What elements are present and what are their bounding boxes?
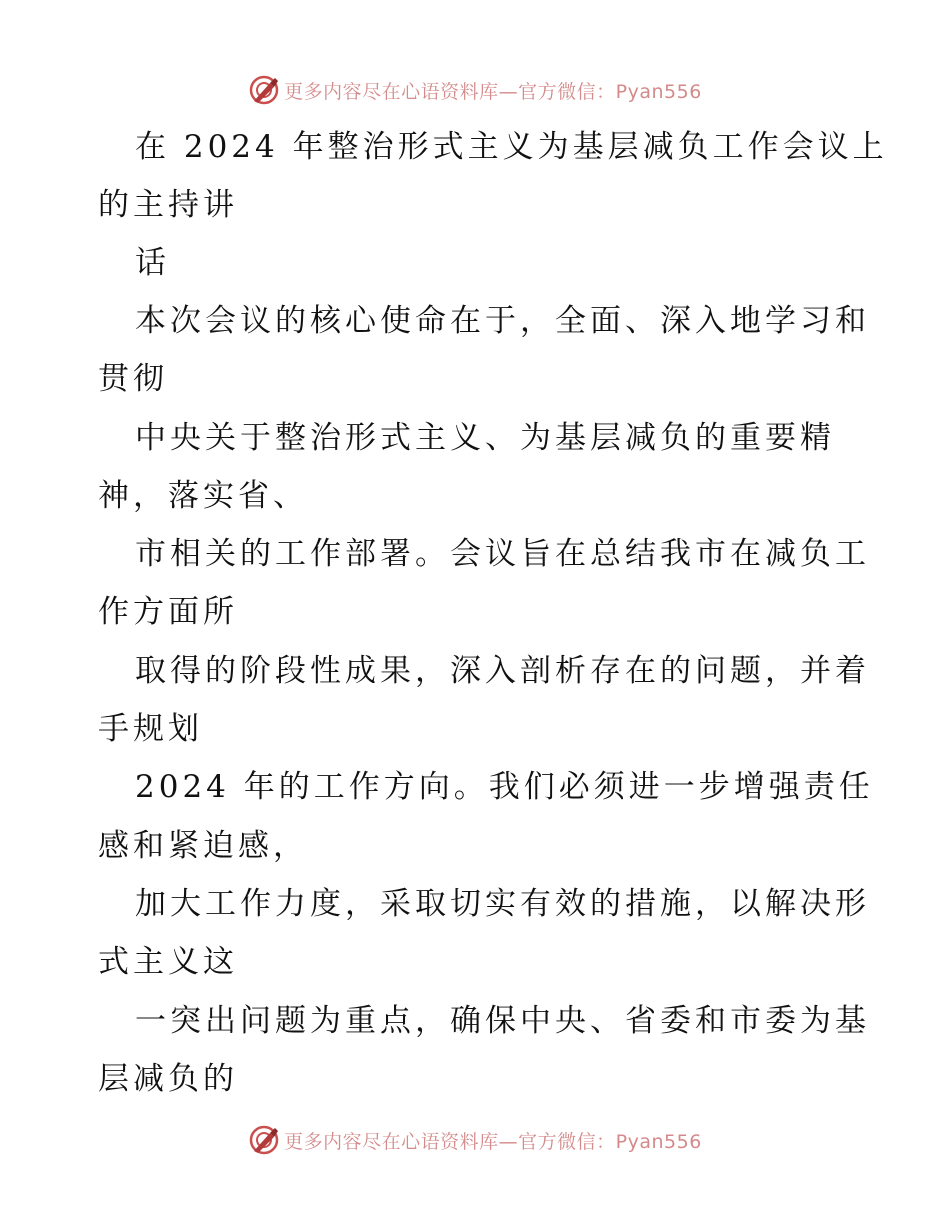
title-line-3: 话 xyxy=(135,245,170,281)
paragraph-line: 中央关于整治形式主义、为基层减负的重要精 xyxy=(135,420,835,456)
paragraph-line: 取得的阶段性成果，深入剖析存在的问题，并着 xyxy=(135,653,870,689)
paragraph-line: 本次会议的核心使命在于，全面、深入地学习和 xyxy=(135,303,870,339)
paragraph-line: 感和紧迫感， xyxy=(98,828,308,864)
paragraph-line: 加大工作力度，采取切实有效的措施，以解决形 xyxy=(135,886,870,922)
paragraph-line: 手规划 xyxy=(98,711,203,747)
paragraph-line: 2024 年的工作方向。我们必须进一步增强责任 xyxy=(135,769,874,805)
header-watermark-banner xyxy=(0,70,950,110)
watermark-text: 更多内容尽在心语资料库—官方微信：Pyan556 xyxy=(284,1130,702,1153)
paragraph-line: 市相关的工作部署。会议旨在总结我市在减负工 xyxy=(135,536,870,572)
paragraph-line: 贯彻 xyxy=(98,361,168,397)
paragraph-line: 神，落实省、 xyxy=(98,478,308,514)
title-line-1: 在 2024 年整治形式主义为基层减负工作会议上 xyxy=(135,129,888,165)
paragraph-line: 层减负的 xyxy=(98,1061,238,1097)
footer-watermark-banner xyxy=(0,1120,950,1160)
title-line-2: 的主持讲 xyxy=(98,187,238,223)
pen-logo-icon xyxy=(248,1124,280,1156)
paragraph-line: 作方面所 xyxy=(98,594,238,630)
paragraph-line: 一突出问题为重点，确保中央、省委和市委为基 xyxy=(135,1003,870,1039)
watermark-text: 更多内容尽在心语资料库—官方微信：Pyan556 xyxy=(284,80,702,103)
pen-logo-icon xyxy=(248,74,280,106)
paragraph-line: 式主义这 xyxy=(98,944,238,980)
